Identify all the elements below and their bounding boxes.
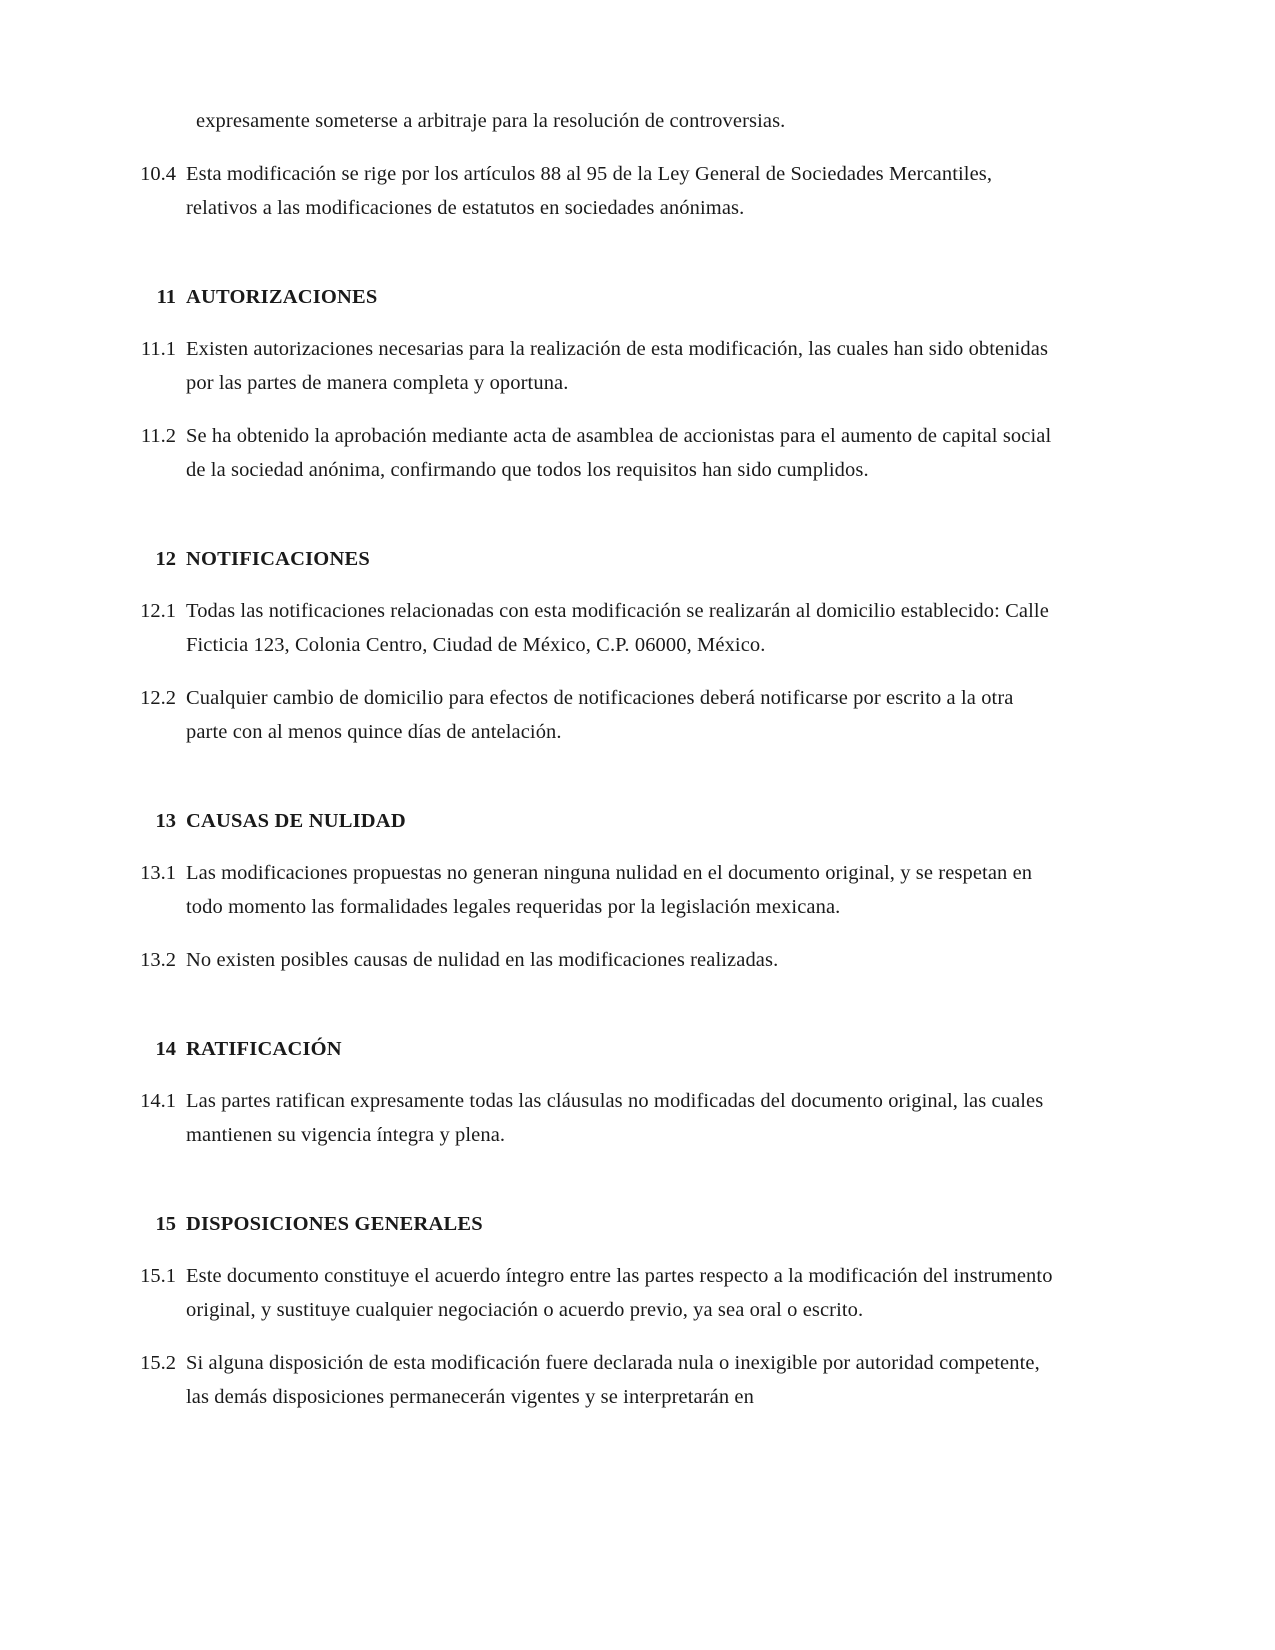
clause-number: 12.1	[140, 600, 176, 622]
section-title: AUTORIZACIONES	[186, 286, 378, 308]
section-heading	[134, 805, 1067, 837]
clause-number: 11.1	[140, 338, 176, 360]
clause-text: Existen autorizaciones necesarias para la realización de esta modificación, las cuales han sido obtenidas por las partes de manera completa y oportuna.	[186, 338, 1049, 394]
clause-row	[134, 1084, 1067, 1152]
clause-text: Si alguna disposición de esta modificación fuere declarada nula o inexigible por autoridad competente, las demás disposiciones permanecerán vigentes y se interpretarán en	[186, 1352, 1040, 1408]
clause-row	[134, 157, 1067, 225]
section-number: 14	[155, 1038, 176, 1060]
clause-number: 10.4	[140, 163, 176, 185]
section-number: 11	[156, 286, 176, 308]
section-title: RATIFICACIÓN	[186, 1038, 342, 1060]
document-body	[134, 157, 1067, 1414]
section-number: 13	[155, 810, 176, 832]
clause-number: 15.2	[140, 1352, 176, 1374]
clause-number: 13.1	[140, 862, 176, 884]
clause-row	[134, 419, 1067, 487]
clause-number: 12.2	[140, 687, 176, 709]
clause-number: 11.2	[140, 425, 176, 447]
clause-text: Las partes ratifican expresamente todas las cláusulas no modificadas del documento original, las cuales mantienen su vigencia íntegra y plena.	[186, 1090, 1044, 1146]
clause-text: No existen posibles causas de nulidad en las modificaciones realizadas.	[186, 949, 779, 971]
clause-row	[134, 1346, 1067, 1414]
clause-row	[134, 856, 1067, 924]
clause-row	[134, 332, 1067, 400]
section-title: CAUSAS DE NULIDAD	[186, 810, 406, 832]
section-heading	[134, 1208, 1067, 1240]
clause-row	[134, 594, 1067, 662]
section-number: 15	[155, 1213, 176, 1235]
clause-row	[134, 1259, 1067, 1327]
clause-text: Este documento constituye el acuerdo íntegro entre las partes respecto a la modificación del instrumento original, y sustituye cualquier negociación o acuerdo previo, ya sea oral o escrito.	[186, 1265, 1053, 1321]
clause-text: Todas las notificaciones relacionadas con esta modificación se realizarán al domicilio establecido: Calle Ficticia 123, Colonia Centro, Ciudad de México, C.P. 06000, México.	[186, 600, 1049, 656]
clause-text: Esta modificación se rige por los artículos 88 al 95 de la Ley General de Sociedades Mercantiles, relativos a las modificaciones de estatutos en sociedades anónimas.	[186, 163, 993, 219]
continuation-paragraph-text: expresamente someterse a arbitraje para la resolución de controversias.	[196, 110, 786, 132]
section-heading	[134, 543, 1067, 575]
clause-text: Cualquier cambio de domicilio para efectos de notificaciones deberá notificarse por escrito a la otra parte con al menos quince días de antelación.	[186, 687, 1014, 743]
section-title: DISPOSICIONES GENERALES	[186, 1213, 483, 1235]
clause-row	[134, 943, 1067, 977]
clause-number: 13.2	[140, 949, 176, 971]
continuation-paragraph	[134, 104, 1067, 138]
clause-row	[134, 681, 1067, 749]
section-heading	[134, 281, 1067, 313]
clause-text: Las modificaciones propuestas no generan ninguna nulidad en el documento original, y se respetan en todo momento las formalidades legales requeridas por la legislación mexicana.	[186, 862, 1033, 918]
section-title: NOTIFICACIONES	[186, 548, 370, 570]
section-heading	[134, 1033, 1067, 1065]
clause-number: 15.1	[140, 1265, 176, 1287]
clause-text: Se ha obtenido la aprobación mediante acta de asamblea de accionistas para el aumento de capital social de la sociedad anónima, confirmando que todos los requisitos han sido cumplidos.	[186, 425, 1052, 481]
clause-number: 14.1	[140, 1090, 176, 1112]
section-number: 12	[155, 548, 176, 570]
